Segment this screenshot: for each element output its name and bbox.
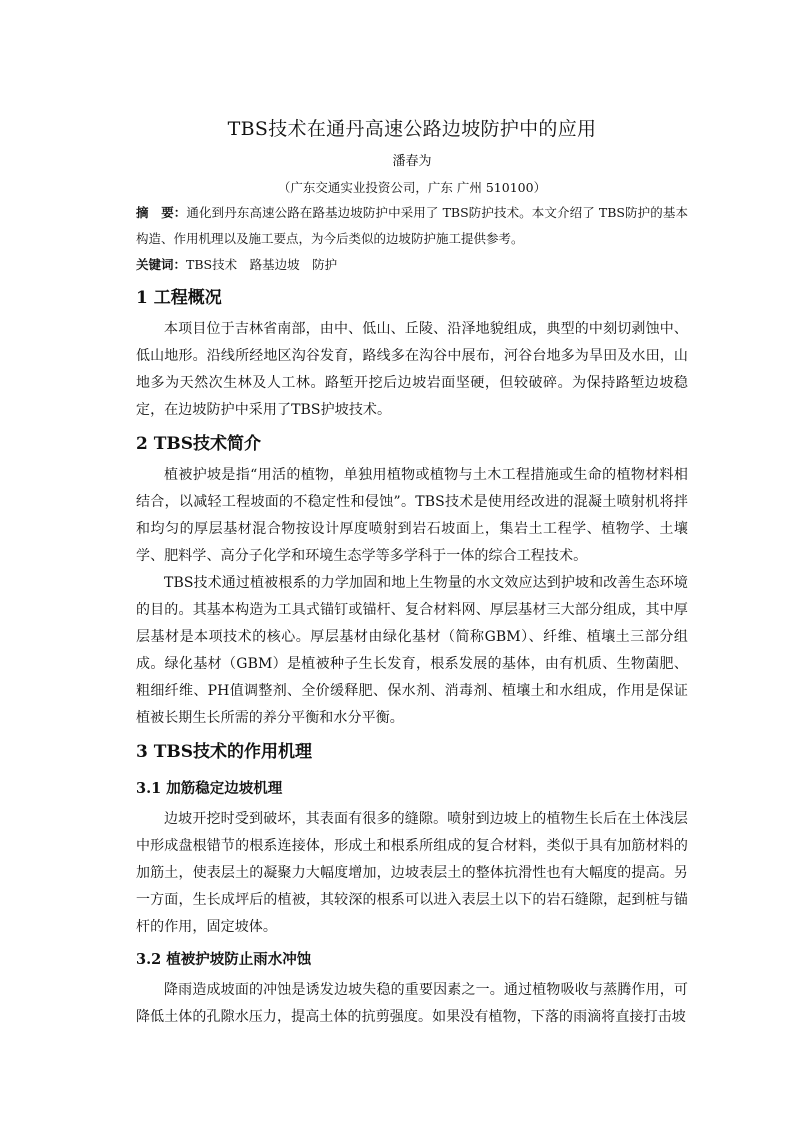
paper-affiliation: （广东交通实业投资公司，广东 广州 510100） [277, 180, 547, 195]
section-3-heading: 3 TBS技术的作用机理 [136, 742, 313, 762]
paper-author: 潘春为 [392, 154, 432, 169]
section-2-heading: 2 TBS技术简介 [136, 434, 262, 454]
keywords-label: 关键词： [136, 257, 187, 272]
paper-content [136, 112, 688, 1031]
section-2-paragraph-2: TBS技术通过植被根系的力学加固和地上生物量的水文效应达到护坡和改善生态环境的目的。其基本构造为工具式锚钉或锚杆、复合材料网、厚层基材三大部分组成，其中厚层基材是本项技术的核心。厚层基材由绿化基材（简称GBM）、纤维、植壤土三部分组成。绿化基材（GBM）是植被种子生长发育，根系发展的基体，由有机质、生物菌肥、粗细纤维、PH值调整剂、全价缓释肥、保水剂、消毒剂、植壤土和水组成，作用是保证植被长期生长所需的养分平衡和水分平衡。 [136, 575, 688, 726]
section-3-1-paragraph-1: 边坡开挖时受到破坏，其表面有很多的缝隙。喷射到边坡上的植物生长后在土体浅层中形成盘根错节的根系连接体，形成土和根系所组成的复合材料，类似于具有加筋材料的加筋土，使表层土的凝聚力大幅度增加，边坡表层土的整体抗滑性也有大幅度的提高。另一方面，生长成坪后的植被，其较深的根系可以进入表层土以下的岩石缝隙，起到桩与锚杆的作用，固定坡体。 [136, 811, 688, 935]
section-2-paragraph-1: 植被护坡是指“用活的植物，单独用植物或植物与土木工程措施或生命的植物材料相结合，以减轻工程坡面的不稳定性和侵蚀”。TBS技术是使用经改进的混凝土喷射机将拌和均匀的厚层基材混合物按设计厚度喷射到岩石坡面上，集岩土工程学、植物学、土壤学、肥料学、高分子化学和环境生态学等多学科于一体的综合工程技术。 [136, 467, 688, 564]
abstract-text: 通化到丹东高速公路在路基边坡防护中采用了 TBS防护技术。本文介绍了 TBS防护的基本构造、作用机理以及施工要点，为今后类似的边坡防护施工提供参考。 [136, 205, 688, 246]
keywords [136, 252, 688, 278]
paper-title: TBS技术在通丹高速公路边坡防护中的应用 [227, 118, 597, 140]
section-1-paragraph-1: 本项目位于吉林省南部，由中、低山、丘陵、沿泽地貌组成，典型的中刻切剥蚀中、低山地形。沿线所经地区沟谷发育，路线多在沟谷中展布，河谷台地多为旱田及水田，山地多为天然次生林及人工林。路堑开挖后边坡岩面坚硬，但较破碎。为保持路堑边坡稳定，在边坡防护中采用了TBS护坡技术。 [136, 321, 688, 418]
abstract [136, 200, 688, 252]
keywords-text: TBS技术 路基边坡 防护 [186, 257, 338, 272]
section-3-1-heading: 3.1 加筋稳定边坡机理 [136, 780, 283, 797]
section-1-heading: 1 工程概况 [136, 288, 222, 308]
section-3-2-paragraph-1: 降雨造成坡面的冲蚀是诱发边坡失稳的重要因素之一。通过植物吸收与蒸腾作用，可降低土体的孔隙水压力，提高土体的抗剪强度。如果没有植物，下落的雨滴将直接打击坡 [136, 982, 688, 1025]
section-3-2-heading: 3.2 植被护坡防止雨水冲蚀 [136, 951, 312, 968]
abstract-label: 摘 要： [136, 205, 187, 220]
